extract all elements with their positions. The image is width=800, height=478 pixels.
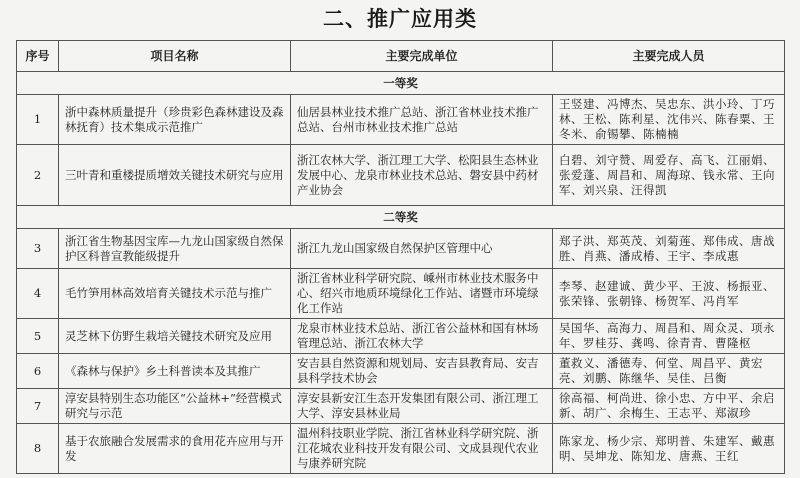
row-people: 白碧、刘守赞、周爱存、高飞、江丽娟、张爱蓬、周昌和、周海琼、钱永常、王向军、刘兴泉、汪得凯 (553, 145, 785, 206)
row-project: 毛竹笋用林高效培育关键技术示范与推广 (59, 269, 291, 319)
grade-row-first (17, 72, 785, 95)
row-seq: 4 (17, 269, 59, 319)
row-seq: 6 (17, 354, 59, 389)
row-project: 淳安县特别生态功能区“公益林+”经营模式研究与示范 (59, 389, 291, 424)
row-units: 龙泉市林业技术总站、浙江省公益林和国有林场管理总站、浙江农林大学 (291, 319, 553, 354)
row-people: 王竖建、冯博杰、吴忠东、洪小玲、丁巧林、王松、陈利星、沈伟兴、陈春粟、王冬米、俞锡攀、陈楠楠 (553, 95, 785, 145)
table-row (17, 229, 785, 269)
row-seq: 7 (17, 389, 59, 424)
table-row (17, 354, 785, 389)
row-seq: 5 (17, 319, 59, 354)
row-units: 浙江农林大学、浙江理工大学、松阳县生态林业发展中心、龙泉市林业技术总站、磐安县中药材产业协会 (291, 145, 553, 206)
table-row (17, 145, 785, 206)
row-units: 安吉县自然资源和规划局、安吉县教育局、安吉县科学技术协会 (291, 354, 553, 389)
row-units: 浙江省林业科学研究院、嵊州市林业技术服务中心、绍兴市地质环境绿化工作站、诸暨市环境绿化工作站 (291, 269, 553, 319)
row-project: 浙江省生物基因宝库—九龙山国家级自然保护区科普宣教能级提升 (59, 229, 291, 269)
row-seq: 2 (17, 145, 59, 206)
row-units: 温州科技职业学院、浙江省林业科学研究院、浙江花城农业科技开发有限公司、文成县现代农业与康养研究院 (291, 424, 553, 474)
row-project: 基于农旅融合发展需求的食用花卉应用与开发 (59, 424, 291, 474)
row-people: 陈家龙、杨少宗、郑明普、朱建军、戴惠明、吴坤龙、陈知龙、唐燕、王红 (553, 424, 785, 474)
row-people: 吴国华、高海力、周昌和、周众灵、项永年、罗桂芬、龚鸣、徐青青、曹隆枢 (553, 319, 785, 354)
row-project: 三叶青和重楼提质增效关键技术研究与应用 (59, 145, 291, 206)
table-row (17, 319, 785, 354)
row-units: 仙居县林业技术推广总站、浙江省林业技术推广总站、台州市林业技术推广总站 (291, 95, 553, 145)
row-seq: 3 (17, 229, 59, 269)
row-project: 灵芝林下仿野生栽培关键技术研究及应用 (59, 319, 291, 354)
table-header-row (17, 41, 785, 72)
header-people: 主要完成人员 (553, 41, 785, 72)
row-seq: 1 (17, 95, 59, 145)
row-units: 淳安县新安江生态开发集团有限公司、浙江理工大学、淳安县林业局 (291, 389, 553, 424)
row-units: 浙江九龙山国家级自然保护区管理中心 (291, 229, 553, 269)
table-row (17, 95, 785, 145)
header-seq: 序号 (17, 41, 59, 72)
row-people: 郑子洪、郑英茂、刘菊莲、郑伟成、唐战胜、肖燕、潘成椿、王宇、李成惠 (553, 229, 785, 269)
table-row (17, 269, 785, 319)
row-people: 李琴、赵建诚、黄少平、王波、杨振亚、张荣锋、张朝锋、杨贺军、冯肖军 (553, 269, 785, 319)
table-row (17, 389, 785, 424)
header-units: 主要完成单位 (291, 41, 553, 72)
row-people: 董救义、潘德寿、何堂、周昌平、黄宏亮、刘鹏、陈继华、吴佳、吕衡 (553, 354, 785, 389)
grade-first: 一等奖 (17, 72, 785, 95)
row-people: 徐高福、柯尚进、徐小忠、方中平、余启新、胡广、余梅生、王志平、郑淑珍 (553, 389, 785, 424)
grade-row-second (17, 206, 785, 229)
row-project: 浙中森林质量提升（珍贵彩色森林建设及森林抚育）技术集成示范推广 (59, 95, 291, 145)
row-seq: 8 (17, 424, 59, 474)
row-project: 《森林与保护》乡土科普读本及其推广 (59, 354, 291, 389)
table-row (17, 424, 785, 474)
grade-second: 二等奖 (17, 206, 785, 229)
awards-table (16, 40, 785, 474)
header-project: 项目名称 (59, 41, 291, 72)
section-title: 二、推广应用类 (323, 7, 477, 31)
